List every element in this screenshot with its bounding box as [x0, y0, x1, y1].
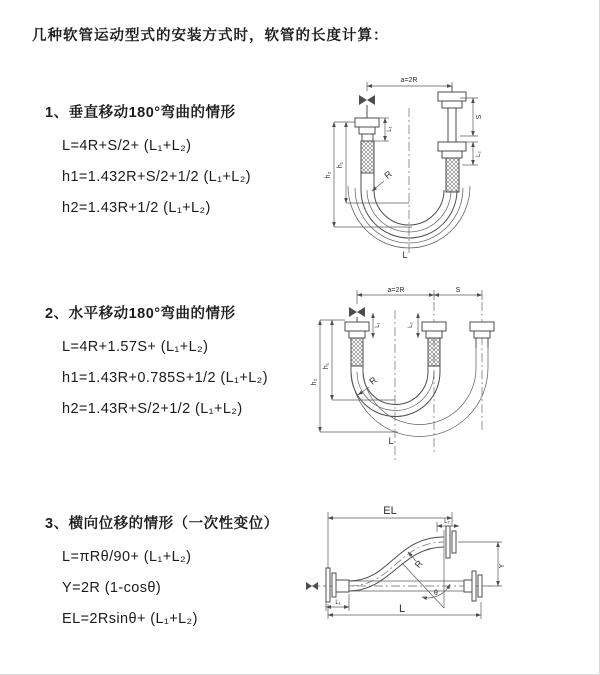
dim-label-el: EL: [383, 505, 397, 517]
hose-fitting: [470, 322, 494, 331]
hose-fitting: [438, 142, 466, 151]
section-2: [45, 302, 268, 425]
hose-moved-inner-wall: [363, 346, 476, 425]
valve-icon: [359, 95, 375, 105]
dim-label-s: S: [455, 287, 461, 294]
radius-leader: [408, 552, 416, 561]
formula-line: Y=2R (1-cosθ): [62, 580, 162, 596]
dim-label-y: Y: [499, 563, 506, 569]
formula-line: h2=1.43R+S/2+1/2 (L₁+L₂): [62, 401, 243, 417]
formula-line: L=πRθ/90+ (L₁+L₂): [62, 549, 192, 565]
page-title: 几种软管运动型式的安装方式时，软管的长度计算：: [32, 28, 389, 44]
section-1-heading: 1、垂直移动180°弯曲的情形: [45, 105, 236, 121]
hose-fitting: [345, 322, 369, 331]
section-2-heading: 2、水平移动180°弯曲的情形: [45, 306, 236, 322]
valve-icon: [349, 307, 365, 317]
hose-fitting: [355, 118, 379, 127]
formula-line: L=4R+S/2+ (L₁+L₂): [62, 138, 192, 154]
diagram-horizontal-180-bend: [306, 282, 600, 472]
flange: [446, 526, 450, 558]
dim-label-h1: h₁: [337, 161, 344, 169]
hose-moved-outer-wall: [351, 346, 488, 437]
angle-line: [402, 563, 444, 608]
dim-label-r: R: [367, 374, 379, 387]
braided-hose-section: [351, 338, 363, 366]
dim-label-l1: L₁: [335, 600, 341, 606]
hose-fitting: [422, 322, 446, 331]
dim-label-h2: h₂: [325, 171, 332, 179]
hose-inner-wall: [349, 547, 444, 591]
section-1: [45, 101, 251, 224]
dim-label-a2r: a=2R: [387, 287, 405, 294]
dim-label-h1: h₁: [323, 362, 330, 370]
valve-icon: [306, 582, 318, 590]
formula-line: h1=1.43R+0.785S+1/2 (L₁+L₂): [62, 370, 268, 386]
diagram-vertical-180-bend: [312, 70, 597, 270]
dim-label-l2: L₂: [444, 519, 450, 525]
hose-fitting: [438, 92, 466, 101]
braided-hose-section: [446, 158, 459, 192]
flange: [326, 568, 330, 602]
formula-line: L=4R+1.57S+ (L₁+L₂): [62, 339, 209, 355]
braided-hose-section: [361, 141, 374, 173]
dim-label-l: L: [388, 436, 394, 446]
formula-line: h1=1.432R+S/2+1/2 (L₁+L₂): [62, 169, 252, 185]
dim-label-l2: L₂: [476, 151, 482, 157]
dim-label-theta: θ: [434, 590, 438, 597]
braided-hose-section: [428, 338, 440, 366]
dim-label-l2: L₂: [408, 322, 414, 328]
dim-label-r: R: [412, 558, 425, 570]
formula-line: h2=1.43R+1/2 (L₁+L₂): [62, 200, 211, 216]
diagram-lateral-displacement: [298, 500, 600, 663]
section-3: [45, 512, 279, 635]
dim-label-r: R: [382, 168, 394, 181]
formula-line: EL=2Rsinθ+ (L₁+L₂): [62, 611, 198, 627]
dim-label-a2r: a=2R: [400, 77, 418, 84]
dim-label-l1: L₁: [375, 322, 381, 328]
dim-label-l: L: [398, 603, 406, 615]
dim-label-s: S: [476, 114, 483, 120]
flange: [464, 580, 472, 592]
dim-label-l: L: [402, 250, 408, 260]
dim-label-h2: h₂: [311, 378, 318, 386]
section-3-heading: 3、横向位移的情形（一次性变位）: [45, 516, 279, 532]
dim-label-l1: L₁: [387, 126, 393, 132]
